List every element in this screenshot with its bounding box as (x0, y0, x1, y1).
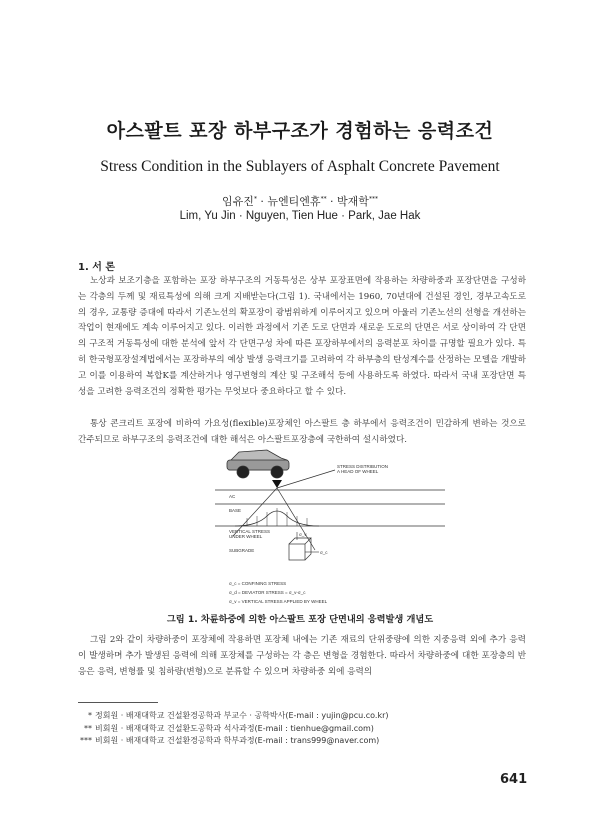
footnote-item: ** 비회원 · 배재대학교 건설환도공학과 석사과정(E-mail : tienhue@gmail.com) (84, 723, 374, 733)
author-2-mark: ** (320, 195, 327, 203)
legend-vertical: σ_v = VERTICAL STRESS APPLIED BY WHEEL (229, 599, 328, 604)
legend-confining: σ_c = CONFINING STRESS (229, 581, 287, 586)
label-head-of-wheel: A HEAD OF WHEEL (337, 469, 379, 474)
author-2: · 뉴엔티엔휴 (256, 195, 321, 208)
legend-deviator: σ_d = DEVIATOR STRESS = σ_v-σ_c (229, 590, 306, 595)
author-3: · 박재학 (326, 195, 369, 208)
car-icon (227, 450, 289, 478)
paragraph-1 (78, 274, 526, 400)
page-number: 641 (500, 772, 528, 787)
label-sigma-v: σ_v (299, 532, 307, 537)
label-ac: AC (229, 494, 236, 499)
paragraph-2-text: 통상 콘크리트 포장에 비하여 가요성(flexible)포장체인 아스팔트 층 하부에서 응력조건이 민감하게 변하는 것으로 간주되므로 하부구조의 응력조건에 대한 해석은 아스팔트포장층에 국한하여 설시하였다. (78, 419, 526, 445)
authors-english: Lim, Yu Jin · Nguyen, Tien Hue · Park, Jae Hak (179, 210, 421, 222)
label-vertical-stress: VERTICAL STRESS (229, 529, 271, 534)
paragraph-3-text: 그림 2와 같이 차량하중이 포장체에 작용하면 포장체 내에는 기존 재료의 단위중량에 의한 지중응력 외에 추가 응력이 발생하며 추가 발생된 응력에 의해 포장체를 구성하는 각 층은 변형을 경험한다. 따라서 차량하중에 대한 포장층의 반응은 응력, 변형률 및 침하량(변형)으로 분류할 수 있으며 차량하중 외에 응력의 (78, 635, 526, 677)
footnote-item: *** 비회원 · 배재대학교 건설환경공학과 학부과정(E-mail : trans999@naver.com) (80, 736, 380, 745)
stress-figure (215, 440, 445, 610)
authors-korean (0, 193, 600, 209)
label-subgrade: SUBGRADE (229, 548, 255, 553)
figure-caption: 그림 1. 차륜하중에 의한 아스팔트 포장 단면내의 응력발생 개념도 (166, 614, 434, 625)
label-sigma-c: σ_c (320, 550, 328, 555)
label-under-wheel: UNDER WHEEL (229, 534, 263, 539)
label-stress-dist: STRESS DISTRIBUTION (337, 464, 389, 469)
section-heading: 1. 서 론 (78, 262, 116, 273)
author-1-mark: * (253, 195, 257, 203)
label-base: BASE (229, 508, 242, 513)
paragraph-3 (78, 633, 526, 680)
title-korean: 아스팔트 포장 하부구조가 경험하는 응력조건 (106, 120, 494, 142)
footnote-item: * 정회원 · 배재대학교 건설환경공학과 부교수 · 공학박사(E-mail : yujin@pcu.co.kr) (88, 711, 389, 720)
paragraph-1-text: 노상과 보조기층을 포함하는 포장 하부구조의 거동특성은 상부 포장표면에 작용하는 차량하중과 포장단면을 구성하는 각층의 두께 및 재료특성에 의해 크게 지배받는다(그림 1). 국내에서는 1960, 70년대에 건설된 경인, 경부고속도로의 경우, 교통량 증대에 따라서 기존노선의 확포장이 광범위하게 이루어지고 있으며 아울러 기존노선의 선형을 개선하는 작업이 현재에도 계속 이루어지고 있다. 이러한 과정에서 기존 도로 단면과 새로운 도로의 단면은 서로 상이하여 각 단면의 구조적 거동특성에 대한 분석에 앞서 각 단면구성 차에 따른 포장하부에서의 응력분포 차이를 규명할 필요가 있다. 특히 한국형포장설계법에서는 포장하부의 예상 발생 응력크기를 고려하여 각 하부층의 탄성계수를 산정하는 모델을 개발하고 이를 이용하여 복합K를 계산하거나 영구변형의 계산 및 구조해석 등에 사용하도록 하였다. 따라서 국내 포장단면 특성을 고려한 응력조건의 정확한 평가는 무엇보다 중요하다고 할 수 있다. (78, 276, 526, 397)
title-english: Stress Condition in the Sublayers of Asphalt Concrete Pavement (100, 158, 500, 175)
author-3-mark: *** (368, 195, 378, 203)
soil-element (289, 538, 311, 560)
author-1: 임유진 (222, 195, 254, 208)
footnote-divider (78, 702, 158, 703)
footnotes (78, 710, 389, 748)
